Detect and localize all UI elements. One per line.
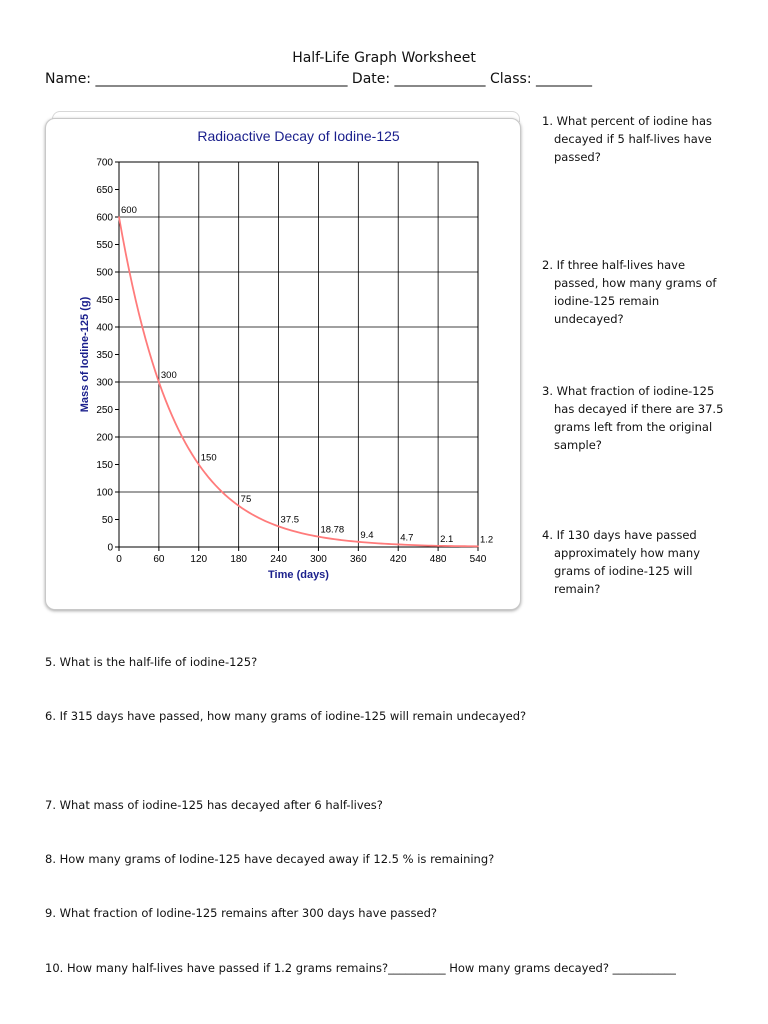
data-point [158, 381, 160, 383]
x-tick-label: 480 [429, 554, 447, 565]
y-tick-label: 450 [96, 295, 113, 306]
data-point [318, 536, 320, 538]
y-tick-label: 600 [96, 212, 113, 224]
x-tick-label: 180 [230, 554, 248, 565]
plot-area [119, 162, 478, 547]
data-point [118, 216, 120, 218]
x-tick-label: 300 [310, 554, 327, 565]
data-label: 300 [160, 370, 177, 381]
data-label: 9.4 [360, 529, 374, 541]
x-tick-label: 360 [349, 554, 367, 565]
data-label: 4.7 [400, 532, 414, 544]
y-tick-label: 150 [96, 460, 113, 471]
data-label: 1.2 [480, 534, 494, 546]
y-tick-label: 0 [107, 542, 113, 554]
data-point [477, 546, 479, 548]
y-tick-label: 250 [96, 405, 113, 416]
x-tick-label: 420 [389, 554, 407, 565]
y-tick-label: 100 [96, 487, 113, 499]
y-tick-label: 400 [96, 322, 113, 334]
question-5: 5. What is the half-life of iodine-125? [45, 655, 258, 669]
data-point [358, 541, 360, 543]
x-tick-label: 540 [469, 554, 487, 565]
question-7: 7. What mass of iodine-125 has decayed after 6 half-lives? [45, 798, 383, 812]
y-tick-label: 350 [96, 350, 113, 361]
data-point [238, 505, 240, 507]
question-1: 1. What percent of iodine has decayed if 5 half-lives have passed? [542, 114, 713, 164]
data-label: 2.1 [440, 533, 454, 545]
data-label: 150 [200, 452, 217, 464]
data-label: 600 [121, 205, 137, 216]
question-3: 3. What fraction of iodine-125 has decayed if there are 37.5 grams left from the original sample? [542, 384, 724, 452]
y-tick-label: 200 [96, 432, 113, 444]
question-8: 8. How many grams of Iodine-125 have decayed away if 12.5 % is remaining? [45, 852, 495, 866]
y-tick-label: 50 [101, 515, 113, 526]
chart-title: Radioactive Decay of Iodine-125 [197, 128, 400, 144]
y-tick-label: 700 [96, 157, 113, 169]
data-label: 37.5 [280, 514, 300, 526]
question-4: 4. If 130 days have passed approximately how many grams of iodine-125 will remain? [542, 528, 701, 596]
chart-card [45, 118, 521, 610]
data-label: 75 [240, 493, 252, 505]
y-tick-label: 650 [96, 185, 113, 196]
question-10: 10. How many half-lives have passed if 1.2 grams remains?__________ How many grams decayed? ___________ [45, 961, 676, 975]
y-tick-label: 500 [96, 267, 113, 279]
worksheet-title: Half-Life Graph Worksheet [292, 50, 476, 66]
y-tick-label: 550 [96, 240, 113, 251]
x-tick-label: 60 [153, 554, 165, 565]
y-axis-label: Mass of Iodine-125 (g) [79, 296, 91, 413]
question-9: 9. What fraction of Iodine-125 remains after 300 days have passed? [45, 906, 437, 920]
data-point [437, 545, 439, 547]
y-tick-label: 300 [96, 377, 113, 389]
decay-chart [46, 119, 520, 609]
question-6: 6. If 315 days have passed, how many grams of iodine-125 will remain undecayed? [45, 709, 527, 723]
x-tick-label: 120 [190, 554, 208, 565]
data-point [278, 526, 280, 528]
data-label: 18.78 [320, 524, 345, 536]
x-tick-label: 240 [270, 554, 287, 565]
name-date-class-line: Name: ____________________________________ Date: _____________ Class: ________ [45, 71, 592, 87]
data-point [397, 544, 399, 546]
x-tick-label: 0 [116, 554, 122, 565]
data-point [198, 464, 200, 466]
question-2: 2. If three half-lives have passed, how many grams of iodine-125 remain undecayed? [542, 258, 717, 326]
x-axis-label: Time (days) [268, 569, 329, 581]
